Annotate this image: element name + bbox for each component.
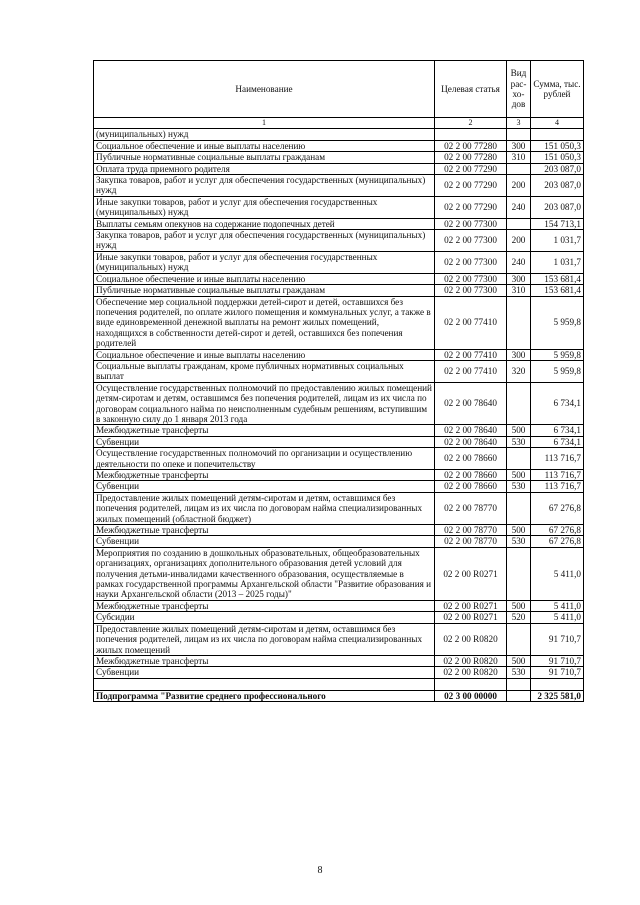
cell-target-code: 02 2 00 77290 <box>435 163 507 174</box>
cell-sum: 67 276,8 <box>531 525 584 536</box>
cell-name: Подпрограмма "Развитие среднего профессионального <box>94 690 435 701</box>
cell-name: Закупка товаров, работ и услуг для обеспечения государственных (муниципальных) нужд <box>94 175 435 197</box>
header-type: Вид рас-хо-дов <box>507 61 531 118</box>
cell-name: Публичные нормативные социальные выплаты гражданам <box>94 152 435 163</box>
cell-name: Мероприятия по созданию в дошкольных образовательных, общеобразовательных организациях, организациях дополнительного образования детей условий для получения детьми-инвалидами качественного образования, осуществляемые в рамках государственной программы Архангельской области "Развитие образования и науки Архангельской области (2013 – 2025 годы)" <box>94 547 435 600</box>
cell-sum: 5 959,8 <box>531 349 584 360</box>
table-row <box>94 667 584 678</box>
cell-expense-type: 320 <box>507 360 531 382</box>
cell-sum: 5 959,8 <box>531 296 584 349</box>
table-row <box>94 349 584 360</box>
table-row <box>94 129 584 140</box>
cell-expense-type: 520 <box>507 612 531 623</box>
cell-expense-type: 300 <box>507 273 531 284</box>
cell-name: Закупка товаров, работ и услуг для обеспечения государственных (муниципальных) нужд <box>94 230 435 252</box>
cell-name: Иные закупки товаров, работ и услуг для обеспечения государственных (муниципальных) нужд <box>94 196 435 218</box>
cell-expense-type <box>507 163 531 174</box>
table-row <box>94 218 584 229</box>
table-header-row <box>94 61 584 118</box>
cell-expense-type: 500 <box>507 655 531 666</box>
cell-target-code: 02 2 00 R0271 <box>435 612 507 623</box>
cell-target-code: 02 2 00 77290 <box>435 175 507 197</box>
page-number: 8 <box>317 865 323 876</box>
cell-target-code: 02 2 00 77290 <box>435 196 507 218</box>
cell-expense-type: 500 <box>507 525 531 536</box>
table-row <box>94 481 584 492</box>
cell-sum: 154 713,1 <box>531 218 584 229</box>
cell-expense-type: 500 <box>507 470 531 481</box>
cell-expense-type <box>507 448 531 470</box>
cell-target-code: 02 2 00 77300 <box>435 251 507 273</box>
cell-name: Субвенции <box>94 667 435 678</box>
cell-name: Иные закупки товаров, работ и услуг для обеспечения государственных (муниципальных) нужд <box>94 251 435 273</box>
table-row <box>94 547 584 600</box>
cell-target-code: 02 2 00 78770 <box>435 525 507 536</box>
table-row <box>94 600 584 611</box>
cell-sum: 203 087,0 <box>531 196 584 218</box>
cell-expense-type <box>507 547 531 600</box>
budget-table <box>93 60 584 702</box>
cell-name: Субсидии <box>94 612 435 623</box>
table-row <box>94 536 584 547</box>
cell-target-code: 02 2 00 78770 <box>435 536 507 547</box>
cell-sum: 91 710,7 <box>531 623 584 655</box>
cell-name: Субвенции <box>94 536 435 547</box>
cell-sum: 153 681,4 <box>531 273 584 284</box>
cell-name <box>94 678 435 690</box>
cell-sum: 113 716,7 <box>531 481 584 492</box>
cell-expense-type: 200 <box>507 175 531 197</box>
cell-expense-type <box>507 690 531 701</box>
cell-name: (муниципальных) нужд <box>94 129 435 140</box>
cell-target-code: 02 2 00 77280 <box>435 152 507 163</box>
header-code: Целевая статья <box>435 61 507 118</box>
cell-target-code: 02 2 00 77410 <box>435 349 507 360</box>
table-row <box>94 436 584 447</box>
table-row <box>94 492 584 524</box>
table-row <box>94 655 584 666</box>
table-row <box>94 273 584 284</box>
cell-expense-type: 530 <box>507 436 531 447</box>
column-number: 4 <box>531 118 584 129</box>
cell-name: Межбюджетные трансферты <box>94 600 435 611</box>
cell-expense-type: 530 <box>507 536 531 547</box>
cell-sum: 5 411,0 <box>531 600 584 611</box>
table-row <box>94 425 584 436</box>
cell-name: Межбюджетные трансферты <box>94 655 435 666</box>
cell-target-code: 02 2 00 78640 <box>435 382 507 425</box>
cell-target-code: 02 2 00 78770 <box>435 492 507 524</box>
cell-name: Социальное обеспечение и иные выплаты населению <box>94 140 435 151</box>
table-row <box>94 623 584 655</box>
table-row <box>94 296 584 349</box>
cell-target-code: 02 2 00 R0271 <box>435 547 507 600</box>
cell-target-code: 02 2 00 R0820 <box>435 667 507 678</box>
table-row <box>94 251 584 273</box>
cell-sum: 5 959,8 <box>531 360 584 382</box>
cell-sum <box>531 678 584 690</box>
cell-name: Социальное обеспечение и иные выплаты населению <box>94 349 435 360</box>
cell-expense-type <box>507 296 531 349</box>
cell-expense-type <box>507 382 531 425</box>
cell-sum: 203 087,0 <box>531 175 584 197</box>
cell-name: Субвенции <box>94 436 435 447</box>
cell-sum: 1 031,7 <box>531 230 584 252</box>
header-name: Наименование <box>94 61 435 118</box>
cell-sum: 5 411,0 <box>531 612 584 623</box>
table-row <box>94 678 584 690</box>
cell-target-code: 02 2 00 77300 <box>435 230 507 252</box>
header-sum: Сумма, тыс. рублей <box>531 61 584 118</box>
table-row <box>94 470 584 481</box>
table-row <box>94 525 584 536</box>
cell-name: Обеспечение мер социальной поддержки детей-сирот и детей, оставшихся без попечения родителей, по оплате жилого помещения и коммунальных услуг, а также в виде единовременной денежной выплаты на ремонт жилых помещений, находящихся в собственности детей-сирот и детей, оставшихся без попечения родителей <box>94 296 435 349</box>
cell-sum: 6 734,1 <box>531 436 584 447</box>
cell-name: Предоставление жилых помещений детям-сиротам и детям, оставшимся без попечения родителей, лицам из их числа по договорам найма специализированных жилых помещений (областной бюджет) <box>94 492 435 524</box>
cell-expense-type: 310 <box>507 152 531 163</box>
column-number-row <box>94 118 584 129</box>
cell-expense-type: 240 <box>507 196 531 218</box>
cell-target-code: 02 2 00 78660 <box>435 448 507 470</box>
cell-target-code: 02 2 00 77280 <box>435 140 507 151</box>
cell-expense-type: 240 <box>507 251 531 273</box>
table-row <box>94 140 584 151</box>
cell-expense-type <box>507 678 531 690</box>
cell-name: Межбюджетные трансферты <box>94 425 435 436</box>
cell-target-code: 02 2 00 78660 <box>435 481 507 492</box>
cell-sum: 67 276,8 <box>531 492 584 524</box>
table-row <box>94 152 584 163</box>
table-row <box>94 382 584 425</box>
cell-sum: 113 716,7 <box>531 448 584 470</box>
cell-sum: 5 411,0 <box>531 547 584 600</box>
table-row <box>94 690 584 701</box>
cell-target-code: 02 2 00 78660 <box>435 470 507 481</box>
cell-name: Осуществление государственных полномочий по предоставлению жилых помещений детям-сиротам и детям, оставшимся без попечения родителей, лицам из их числа по договорам социального найма по неисполненным судебным решениям, вступившим в законную силу до 1 января 2013 года <box>94 382 435 425</box>
table-row <box>94 230 584 252</box>
cell-target-code: 02 2 00 78640 <box>435 425 507 436</box>
cell-sum: 91 710,7 <box>531 667 584 678</box>
cell-target-code: 02 2 00 R0271 <box>435 600 507 611</box>
cell-name: Выплаты семьям опекунов на содержание подопечных детей <box>94 218 435 229</box>
cell-name: Социальное обеспечение и иные выплаты населению <box>94 273 435 284</box>
cell-target-code: 02 2 00 77300 <box>435 285 507 296</box>
cell-target-code: 02 3 00 00000 <box>435 690 507 701</box>
cell-target-code: 02 2 00 R0820 <box>435 655 507 666</box>
cell-expense-type <box>507 623 531 655</box>
cell-target-code: 02 2 00 77300 <box>435 273 507 284</box>
cell-sum: 151 050,3 <box>531 152 584 163</box>
table-row <box>94 360 584 382</box>
cell-sum: 6 734,1 <box>531 382 584 425</box>
column-number: 3 <box>507 118 531 129</box>
column-number: 1 <box>94 118 435 129</box>
cell-expense-type <box>507 218 531 229</box>
cell-sum: 67 276,8 <box>531 536 584 547</box>
cell-target-code: 02 2 00 78640 <box>435 436 507 447</box>
cell-target-code <box>435 129 507 140</box>
cell-expense-type: 530 <box>507 667 531 678</box>
table-row <box>94 175 584 197</box>
cell-name: Социальные выплаты гражданам, кроме публичных нормативных социальных выплат <box>94 360 435 382</box>
cell-sum <box>531 129 584 140</box>
cell-name: Межбюджетные трансферты <box>94 525 435 536</box>
cell-expense-type <box>507 492 531 524</box>
cell-expense-type: 530 <box>507 481 531 492</box>
cell-expense-type: 300 <box>507 140 531 151</box>
cell-name: Предоставление жилых помещений детям-сиротам и детям, оставшимся без попечения родителей, лицам из их числа по договорам найма специализированных жилых помещений <box>94 623 435 655</box>
cell-target-code: 02 2 00 77410 <box>435 296 507 349</box>
cell-expense-type <box>507 129 531 140</box>
cell-expense-type: 200 <box>507 230 531 252</box>
cell-sum: 203 087,0 <box>531 163 584 174</box>
table-row <box>94 163 584 174</box>
cell-name: Оплата труда приемного родителя <box>94 163 435 174</box>
cell-expense-type: 500 <box>507 600 531 611</box>
cell-sum: 91 710,7 <box>531 655 584 666</box>
cell-sum: 113 716,7 <box>531 470 584 481</box>
cell-expense-type: 300 <box>507 349 531 360</box>
cell-target-code <box>435 678 507 690</box>
cell-sum: 151 050,3 <box>531 140 584 151</box>
table-row <box>94 448 584 470</box>
cell-expense-type: 310 <box>507 285 531 296</box>
cell-name: Межбюджетные трансферты <box>94 470 435 481</box>
cell-expense-type: 500 <box>507 425 531 436</box>
cell-target-code: 02 2 00 77410 <box>435 360 507 382</box>
cell-name: Осуществление государственных полномочий по организации и осуществлению деятельности по опеке и попечительству <box>94 448 435 470</box>
cell-sum: 1 031,7 <box>531 251 584 273</box>
table-row <box>94 285 584 296</box>
cell-target-code: 02 2 00 R0820 <box>435 623 507 655</box>
table-row <box>94 196 584 218</box>
table-row <box>94 612 584 623</box>
cell-sum: 6 734,1 <box>531 425 584 436</box>
cell-sum: 2 325 581,0 <box>531 690 584 701</box>
column-number: 2 <box>435 118 507 129</box>
cell-name: Субвенции <box>94 481 435 492</box>
cell-sum: 153 681,4 <box>531 285 584 296</box>
cell-name: Публичные нормативные социальные выплаты гражданам <box>94 285 435 296</box>
cell-target-code: 02 2 00 77300 <box>435 218 507 229</box>
